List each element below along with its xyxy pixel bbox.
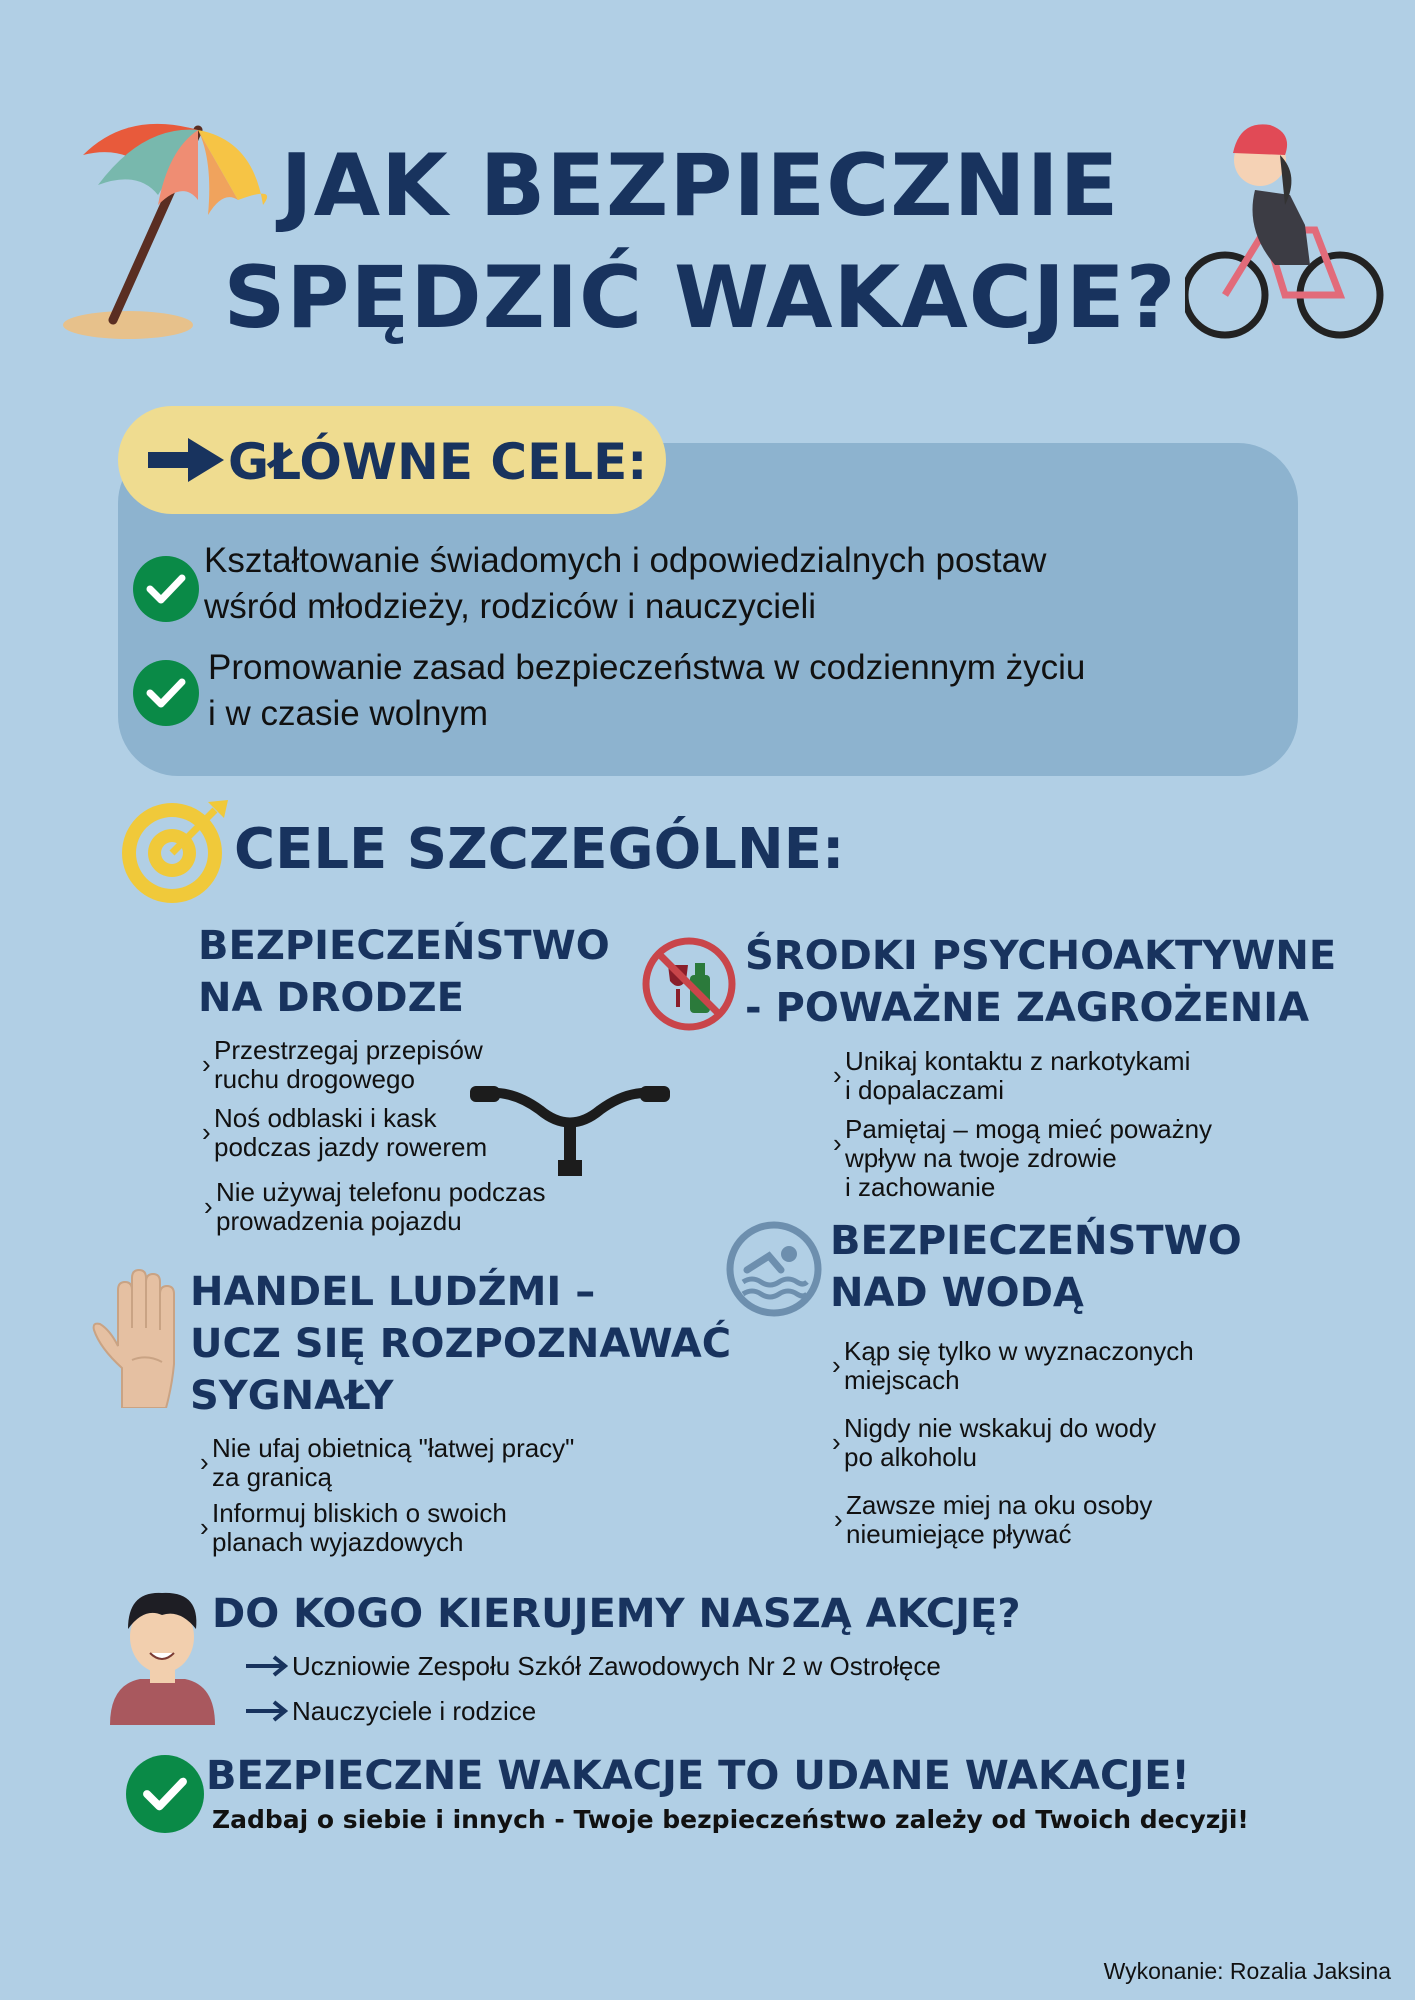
chevron-right-icon: › [200, 1447, 209, 1477]
title-line-2: SPĘDZIĆ WAKACJE? [223, 248, 1177, 348]
specific-goals-heading: CELE SZCZEGÓLNE: [234, 817, 845, 882]
road-safety-heading: BEZPIECZEŃSTWO NA DRODZE [198, 923, 610, 1021]
bicycle-handlebar-icon [470, 1080, 670, 1180]
chevron-right-icon: › [204, 1191, 213, 1221]
chevron-right-icon: › [202, 1117, 211, 1147]
list-item: › Nie ufaj obietnicą "łatwej pracy" za granicą [200, 1433, 575, 1492]
main-goals-heading: GŁÓWNE CELE: [228, 433, 648, 491]
list-item: › Zawsze miej na oku osoby nieumiejące pływać [834, 1490, 1153, 1549]
swimmer-icon [725, 1220, 823, 1318]
audience-item: Uczniowie Zespołu Szkół Zawodowych Nr 2 w Ostrołęce [292, 1651, 941, 1681]
target-icon [120, 800, 230, 905]
chevron-right-icon: › [202, 1049, 211, 1079]
closing-subtitle: Zadbaj o siebie i innych - Twoje bezpieczeństwo zależy od Twoich decyzji! [212, 1805, 1249, 1834]
audience-item: Nauczyciele i rodzice [292, 1696, 537, 1726]
arrow-right-icon [148, 438, 224, 482]
no-alcohol-icon [640, 935, 738, 1033]
title-line-1: JAK BEZPIECZNIE [280, 136, 1120, 236]
chevron-right-icon: › [832, 1427, 841, 1457]
list-item: › Noś odblaski i kask podczas jazdy rowerem [202, 1103, 488, 1162]
chevron-right-icon: › [833, 1060, 842, 1090]
main-goal-2: Promowanie zasad bezpieczeństwa w codziennym życiu i w czasie wolnym [208, 648, 1086, 733]
cyclist-icon [1185, 115, 1385, 340]
list-item: › Kąp się tylko w wyznaczonych miejscach [832, 1336, 1194, 1395]
closing-heading: BEZPIECZNE WAKACJE TO UDANE WAKACJE! [206, 1753, 1190, 1799]
footer-author: Wykonanie: Rozalia Jaksina [1103, 1958, 1391, 1984]
list-item: › Nigdy nie wskakuj do wody po alkoholu [832, 1413, 1157, 1472]
person-avatar-icon [110, 1585, 215, 1725]
check-icon [133, 556, 199, 622]
list-item: › Nie używaj telefonu podczas prowadzenia pojazdu [204, 1177, 546, 1236]
list-item: › Przestrzegaj przepisów ruchu drogowego [202, 1035, 483, 1094]
list-item: › Unikaj kontaktu z narkotykami i dopalaczami [833, 1046, 1191, 1105]
main-title [200, 130, 1200, 354]
main-goal-1: Kształtowanie świadomych i odpowiedzialnych postaw wśród młodzieży, rodziców i nauczycieli [204, 541, 1047, 626]
chevron-right-icon: › [832, 1350, 841, 1380]
audience-heading: DO KOGO KIERUJEMY NASZĄ AKCJĘ? [212, 1591, 1021, 1637]
trafficking-heading: HANDEL LUDŹMI – UCZ SIĘ ROZPOZNAWAĆ SYGNAŁY [190, 1269, 732, 1419]
water-safety-heading: BEZPIECZEŃSTWO NAD WODĄ [830, 1218, 1242, 1316]
list-item: › Pamiętaj – mogą mieć poważny wpływ na twoje zdrowie i zachowanie [833, 1114, 1213, 1202]
chevron-right-icon: › [834, 1504, 843, 1534]
check-icon [133, 660, 199, 726]
check-icon [126, 1755, 204, 1833]
arrow-right-icon [244, 1654, 288, 1678]
chevron-right-icon: › [833, 1128, 842, 1158]
raised-hand-icon [92, 1268, 192, 1408]
chevron-right-icon: › [200, 1512, 209, 1542]
arrow-right-icon [244, 1699, 288, 1723]
list-item: › Informuj bliskich o swoich planach wyjazdowych [200, 1498, 507, 1557]
drugs-heading: ŚRODKI PSYCHOAKTYWNE - POWAŻNE ZAGROŻENIA [745, 933, 1337, 1031]
